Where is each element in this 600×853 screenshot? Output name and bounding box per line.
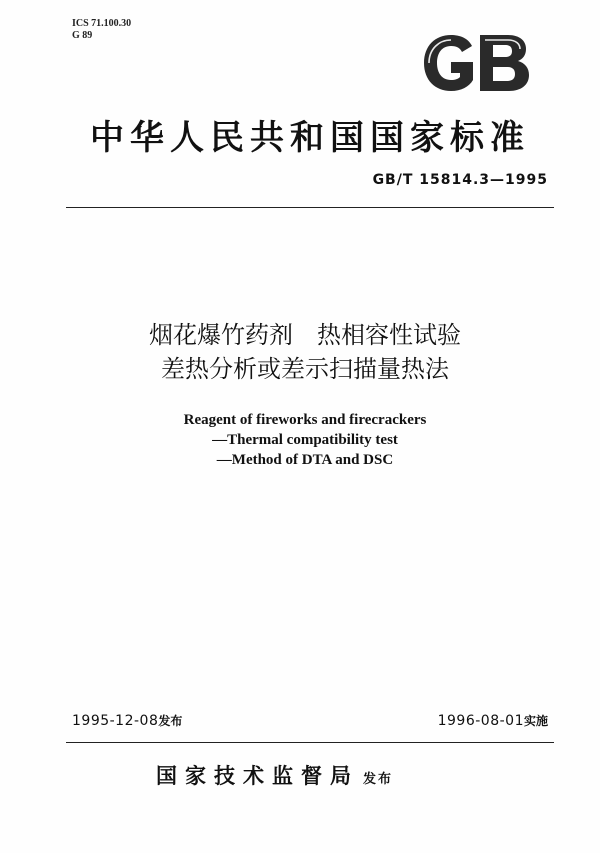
national-standard-heading: 中华人民共和国国家标准 — [90, 118, 530, 158]
english-title-line-2: —Thermal compatibility test — [212, 432, 398, 448]
issuing-authority-label: 发布 — [363, 772, 394, 787]
implementation-date-value: 1996-08-01 — [437, 713, 524, 729]
english-title-line-1: Reagent of fireworks and firecrackers — [183, 412, 427, 428]
issuing-authority — [156, 760, 393, 790]
issue-date-value: 1995-12-08 — [72, 713, 159, 729]
ics-code: ICS 71.100.30 — [72, 18, 132, 29]
implementation-date-label: 实施 — [523, 714, 548, 728]
bottom-divider — [66, 742, 554, 743]
gb-logo-icon — [420, 32, 532, 94]
issue-date-label: 发布 — [158, 714, 183, 728]
chinese-title-line-2: 差热分析或差示扫描量热法 — [161, 355, 449, 383]
top-divider — [66, 207, 554, 208]
ccs-code: G 89 — [72, 30, 93, 41]
classification-codes — [72, 18, 131, 42]
implementation-date — [438, 712, 548, 729]
standard-number: GB/T 15814.3—1995 — [372, 172, 548, 188]
chinese-title-line-1: 烟花爆竹药剂 热相容性试验 — [149, 321, 461, 349]
issue-date — [72, 712, 182, 729]
issuing-authority-name: 国家技术监督局 — [156, 764, 359, 788]
english-title-line-3: —Method of DTA and DSC — [216, 452, 394, 468]
